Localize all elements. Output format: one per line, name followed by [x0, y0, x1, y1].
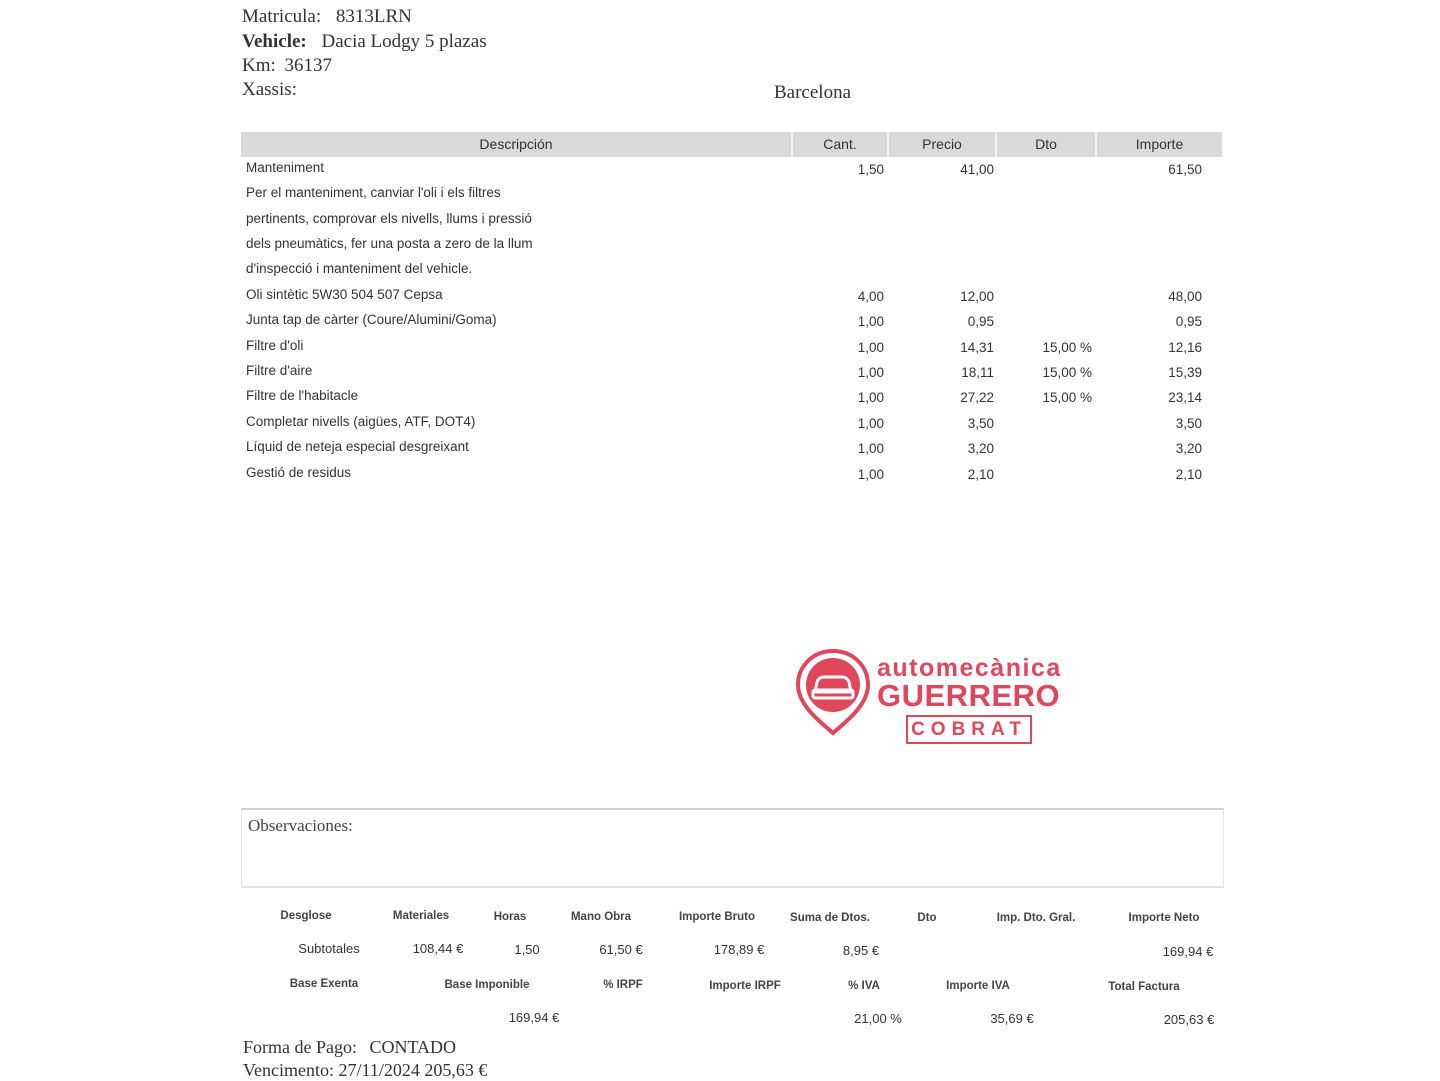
row-amount: 2,10	[1175, 467, 1202, 482]
km-line	[242, 55, 332, 77]
row-price: 3,20	[967, 441, 994, 456]
th-materials: Materiales	[392, 910, 450, 922]
table-row	[246, 312, 1222, 337]
row-discount: 15,00 %	[1042, 390, 1092, 405]
payment-line	[243, 1037, 456, 1058]
km-value: 36137	[284, 55, 333, 76]
vehicle-label: Vehicle:	[242, 31, 307, 52]
km-label: Km:	[242, 55, 276, 76]
table-row	[246, 287, 1222, 312]
row-amount: 23,14	[1168, 390, 1202, 405]
row-discount: 15,00 %	[1042, 365, 1092, 380]
chassis-label: Xassis:	[242, 79, 297, 100]
th-hours: Horas	[493, 911, 527, 923]
row-price: 27,22	[960, 390, 994, 405]
row-price: 12,00	[960, 289, 994, 304]
th-gross: Importe Bruto	[678, 911, 756, 923]
city: Barcelona	[774, 82, 852, 103]
plate-line	[242, 6, 412, 28]
sub-gross: 178,89 €	[713, 942, 765, 957]
vehicle-value: Dacia Lodgy 5 plazas	[321, 31, 487, 52]
sub-net: 169,94 €	[1162, 944, 1214, 959]
due-value: 27/11/2024 205,63 €	[338, 1060, 488, 1080]
sub-hours: 1,50	[514, 942, 540, 957]
paid-status: COBRAT	[906, 715, 1032, 744]
col-quantity: Cant.	[823, 136, 857, 152]
row-price: 2,10	[967, 467, 994, 482]
row-description: Gestió de residus	[246, 465, 352, 480]
row-description: Oli sintètic 5W30 504 507 Cepsa	[246, 287, 443, 302]
col-price: Precio	[922, 136, 962, 152]
th-irpf-amount: Importe IRPF	[709, 980, 781, 992]
col-amount: Importe	[1135, 136, 1184, 152]
th-labour: Mano Obra	[570, 911, 632, 923]
observations-box	[241, 808, 1224, 888]
row-price: 14,31	[960, 340, 994, 355]
th-invoice-total: Total Factura	[1108, 981, 1180, 993]
row-description: Filtre d'aire	[246, 363, 313, 378]
plate-label: Matricula:	[242, 6, 322, 27]
th-discount: Dto	[917, 912, 937, 924]
sub-discount-sum: 8,95 €	[842, 943, 880, 958]
row-amount: 12,16	[1168, 340, 1202, 355]
row-description: Junta tap de càrter (Coure/Alumini/Goma)	[246, 312, 497, 327]
vat-pct-value: 21,00 %	[854, 1011, 902, 1026]
row-price: 18,11	[961, 365, 994, 380]
table-row	[246, 363, 1222, 388]
due-label: Vencimento:	[243, 1060, 334, 1080]
vat-amount-value: 35,69 €	[990, 1011, 1034, 1026]
row-price: 0,95	[967, 314, 994, 329]
breakdown-label: Desglose	[280, 910, 332, 922]
th-vat-amount: Importe IVA	[946, 980, 1010, 992]
observations-label: Observaciones:	[248, 816, 353, 835]
th-discount-sum: Suma de Dtos.	[790, 912, 870, 924]
due-line	[243, 1060, 487, 1081]
table-row	[246, 185, 1222, 210]
table-row	[246, 414, 1222, 439]
row-quantity: 1,00	[857, 365, 884, 380]
table-row	[246, 388, 1222, 413]
row-description: Manteniment	[246, 160, 325, 175]
row-amount: 3,20	[1175, 441, 1202, 456]
brand-line-1: automecànica	[877, 654, 1062, 682]
table-row	[246, 338, 1222, 363]
items-table-header	[241, 132, 1222, 157]
row-price: 3,50	[967, 416, 994, 431]
table-row	[246, 261, 1222, 286]
row-description: Líquid de neteja especial desgreixant	[246, 439, 469, 454]
th-net: Importe Neto	[1128, 912, 1200, 924]
subtotals-label: Subtotales	[298, 941, 360, 956]
brand-line-2: GUERRERO	[877, 678, 1061, 713]
invoice-total-value: 205,63 €	[1163, 1012, 1215, 1027]
row-amount: 15,39	[1168, 365, 1202, 380]
payment-method: CONTADO	[369, 1037, 457, 1057]
th-taxable-base: Base Imponible	[444, 979, 530, 991]
row-amount: 61,50	[1168, 162, 1202, 177]
payment-label: Forma de Pago:	[243, 1037, 357, 1057]
table-row	[246, 439, 1222, 464]
col-discount: Dto	[1035, 136, 1057, 152]
table-row	[246, 236, 1222, 261]
row-description: Filtre d'oli	[246, 338, 304, 353]
paid-stamp	[795, 648, 1070, 748]
vehicle-line	[242, 31, 487, 53]
row-price: 41,00	[960, 162, 994, 177]
row-discount: 15,00 %	[1042, 340, 1092, 355]
row-amount: 0,95	[1175, 314, 1202, 329]
row-description: Completar nivells (aigües, ATF, DOT4)	[246, 414, 476, 429]
row-amount: 3,50	[1175, 416, 1202, 431]
row-amount: 48,00	[1168, 289, 1202, 304]
taxable-base-value: 169,94 €	[508, 1010, 560, 1025]
col-description: Descripción	[479, 136, 553, 152]
plate-value: 8313LRN	[335, 6, 412, 27]
table-row	[246, 160, 1222, 185]
th-irpf-pct: % IRPF	[603, 979, 643, 991]
table-row	[246, 211, 1222, 236]
th-exempt-base: Base Exenta	[289, 978, 359, 990]
row-description: Filtre de l'habitacle	[246, 388, 359, 403]
row-quantity: 1,00	[857, 441, 884, 456]
row-quantity: 1,00	[857, 467, 884, 482]
table-row	[246, 465, 1222, 490]
th-vat-pct: % IVA	[848, 980, 880, 992]
sub-materials: 108,44 €	[412, 941, 464, 956]
row-quantity: 1,00	[857, 416, 884, 431]
row-description: dels pneumàtics, fer una posta a zero de la llum	[246, 236, 533, 251]
row-quantity: 1,00	[857, 340, 884, 355]
row-quantity: 1,50	[857, 162, 884, 177]
row-quantity: 1,00	[857, 314, 884, 329]
sub-labour: 61,50 €	[599, 942, 643, 957]
row-quantity: 1,00	[857, 390, 884, 405]
location-pin-car-icon	[795, 648, 871, 736]
row-description: Per el manteniment, canviar l'oli i els filtres	[246, 185, 501, 200]
th-general-discount: Imp. Dto. Gral.	[996, 912, 1076, 924]
row-description: d'inspecció i manteniment del vehicle.	[246, 261, 473, 276]
row-description: pertinents, comprovar els nivells, llums i pressió	[246, 211, 532, 226]
row-quantity: 4,00	[857, 289, 884, 304]
